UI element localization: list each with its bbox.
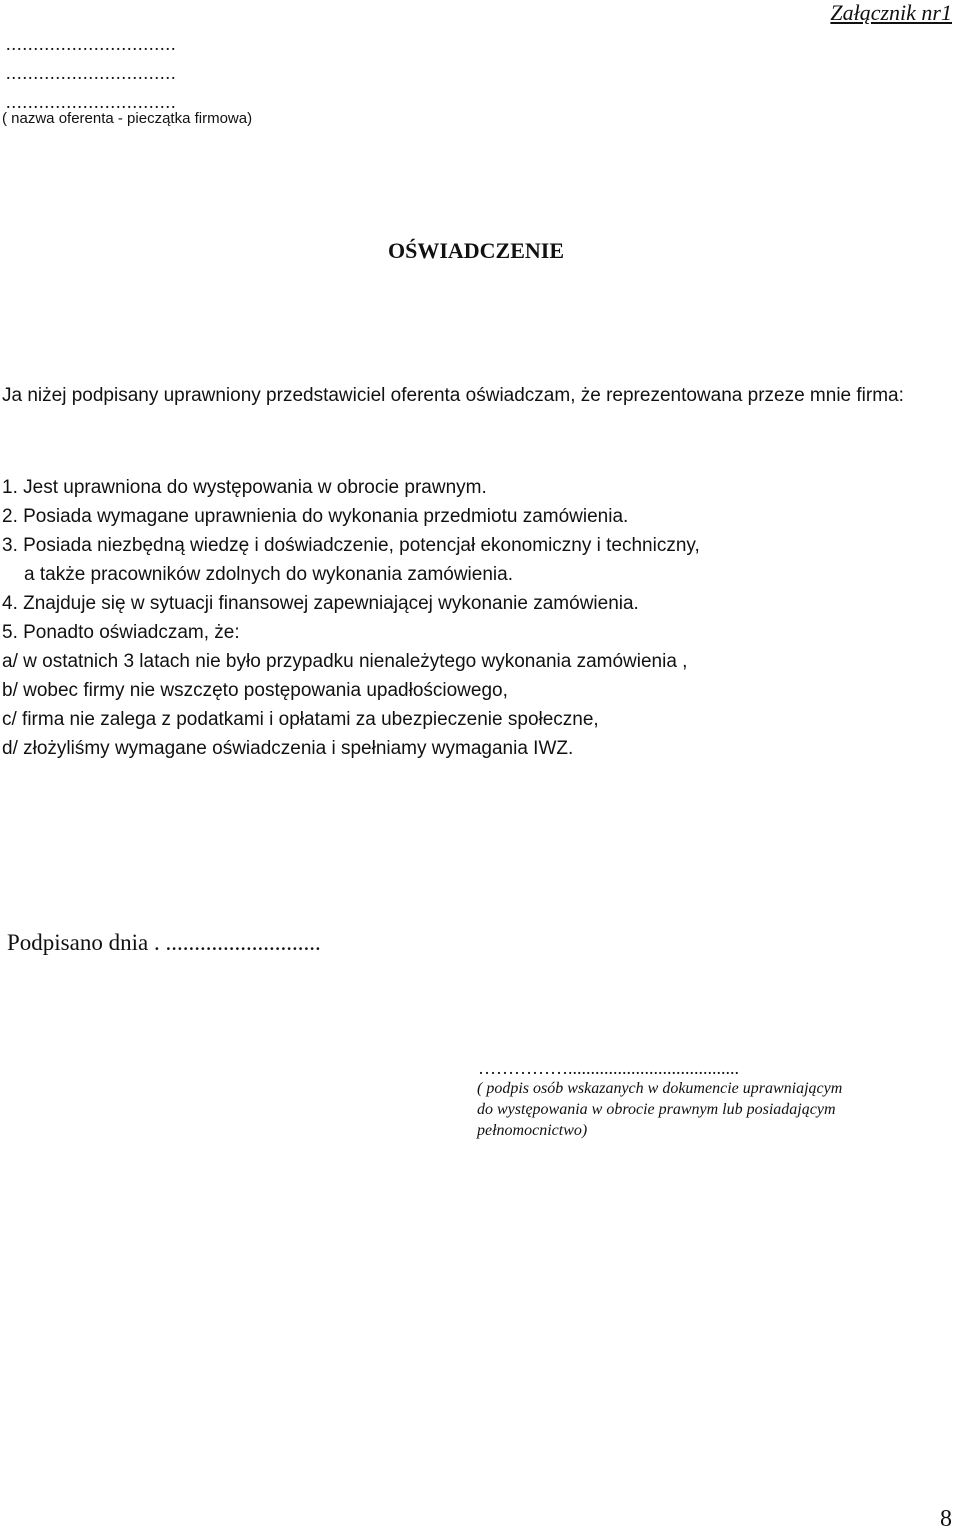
annex-label: Załącznik nr1 (830, 0, 952, 25)
signed-date-line: Podpisano dnia . ........................... (7, 930, 321, 955)
declaration-sub-item: d/ złożyliśmy wymagane oświadczenia i spełniamy wymagania IWZ. (2, 738, 574, 759)
declaration-intro: Ja niżej podpisany uprawniony przedstawiciel oferenta oświadczam, że reprezentowana przeze mnie firma: (2, 385, 904, 406)
signature-caption: pełnomocnictwo) (477, 1122, 588, 1139)
document-title: OŚWIADCZENIE (387, 238, 565, 263)
declaration-item-continuation: a także pracowników zdolnych do wykonania zamówienia. (24, 564, 513, 585)
declaration-sub-item: c/ firma nie zalega z podatkami i opłatami za ubezpieczenie społeczne, (2, 709, 599, 730)
declaration-sub-item: b/ wobec firmy nie wszczęto postępowania upadłościowego, (2, 680, 508, 701)
declaration-item: 5. Ponadto oświadczam, że: (2, 622, 240, 643)
bidder-name-dots: ............................... (6, 34, 177, 54)
bidder-stamp-caption: ( nazwa oferenta - pieczątka firmowa) (2, 110, 253, 127)
page-number: 8 (940, 1506, 952, 1532)
signature-dots: ……………...................................... (478, 1058, 739, 1078)
declaration-item: 1. Jest uprawniona do występowania w obrocie prawnym. (2, 477, 487, 498)
declaration-item: 2. Posiada wymagane uprawnienia do wykonania przedmiotu zamówienia. (2, 506, 629, 527)
signature-caption: do występowania w obrocie prawnym lub posiadającym (477, 1101, 836, 1118)
declaration-item: 3. Posiada niezbędną wiedzę i doświadczenie, potencjał ekonomiczny i techniczny, (2, 535, 700, 556)
declaration-sub-item: a/ w ostatnich 3 latach nie było przypadku nienależytego wykonania zamówienia , (2, 651, 688, 672)
declaration-item: 4. Znajduje się w sytuacji finansowej zapewniającej wykonanie zamówienia. (2, 593, 639, 614)
bidder-name-dots: ............................... (6, 63, 177, 83)
signature-caption: ( podpis osób wskazanych w dokumencie uprawniającym (477, 1080, 843, 1097)
bidder-name-dots: ............................... (6, 92, 177, 112)
